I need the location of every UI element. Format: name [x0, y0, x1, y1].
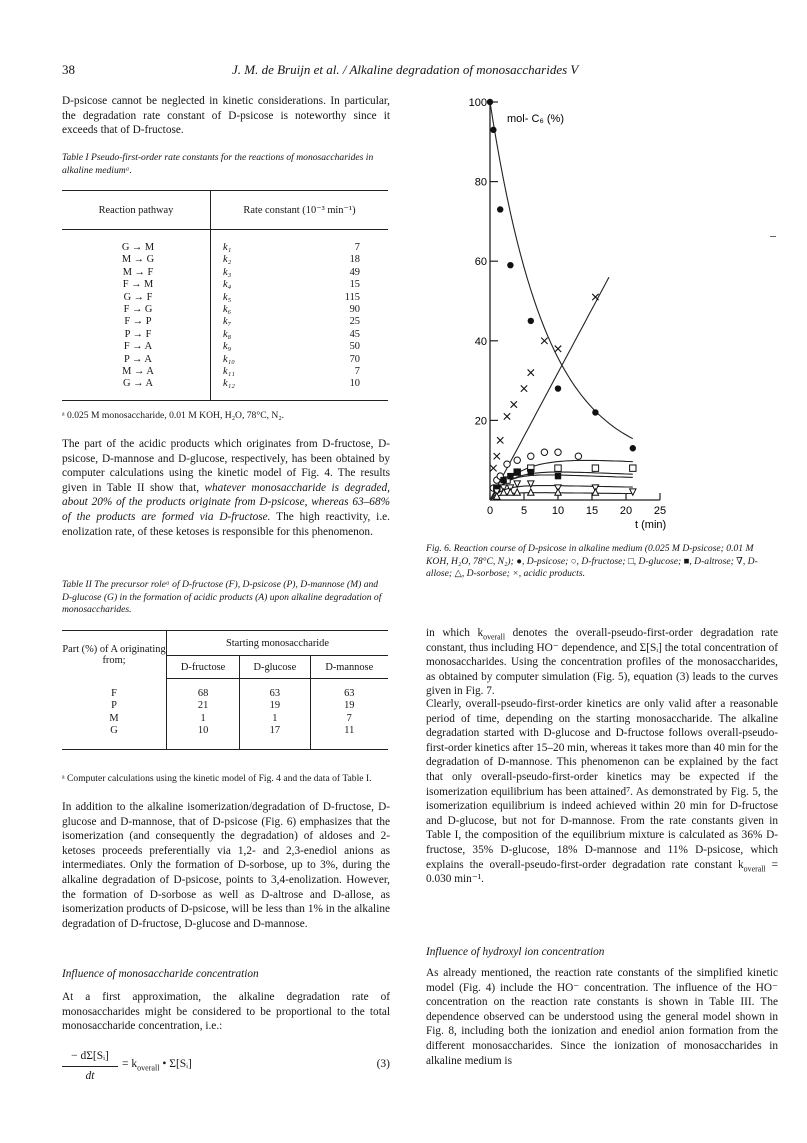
table2-row-label: M: [109, 712, 119, 724]
d-altrose-point: [528, 469, 534, 475]
d-psicose-point: [487, 99, 493, 105]
para2-text: The part of the acidic products which originates from D-fructose, D-psicose, D-mannose and D-glucose, respectively, has been obtained by computer calculations using the kinetic model of Fig. 4. The results given in Table II show that,: [62, 438, 390, 494]
table1-constant: k₄: [211, 279, 262, 291]
table1-row: [62, 341, 388, 353]
table2-row-label: F: [111, 687, 117, 699]
eq-rhs: = $k_{overall}$ • Σ[Sᵢ]: [122, 1058, 192, 1073]
d-altrose-point: [514, 469, 520, 475]
table2-cell: 10: [167, 725, 240, 749]
d-altrose-point: [555, 473, 561, 479]
para3-block: [62, 800, 390, 931]
table1-pathway: F → A: [123, 341, 153, 353]
d-sorbose-point: [592, 489, 598, 495]
table1-pathway: P → A: [124, 353, 152, 365]
table2-cell: 63: [310, 679, 388, 701]
table2-cell: 7: [310, 713, 388, 725]
table1-value: 15: [349, 279, 360, 291]
table1-constant: k₁₁: [211, 366, 262, 378]
table1-row: [62, 366, 388, 378]
table1-constant: k₆: [211, 304, 262, 316]
equation-3: [62, 1050, 390, 1092]
y-tick-label: 60: [474, 256, 487, 269]
table2-cell: 21: [167, 700, 240, 712]
table1-pathway: M → G: [121, 254, 155, 266]
para4-block: [62, 990, 390, 1034]
d-fructose-point: [541, 449, 547, 455]
table1-footnote: ᵃ 0.025 M monosaccharide, 0.01 M KOH, H₂O, 78°C, N₂.: [62, 410, 285, 421]
table2-subheader: D-fructose: [167, 656, 240, 679]
table2-cell: 68: [167, 679, 240, 701]
figure-6: [455, 92, 785, 532]
d-glucose-point: [555, 465, 561, 471]
table2-caption: Table II The precursor roleᵃ of D-fructose (F), D-psicose (P), D-mannose (M) and D-glucose (G) in the formation of acidic products (A) upon alkaline degradation of monosaccharides.: [62, 579, 382, 616]
table1: [62, 190, 388, 401]
table1-value: 50: [349, 341, 360, 353]
d-sorbose-point: [514, 489, 520, 495]
table1-row: [62, 267, 388, 279]
table1-value: 45: [349, 328, 360, 340]
left-column: [62, 94, 390, 138]
d-psicose-point: [592, 409, 598, 415]
table2: [62, 630, 388, 750]
d-fructose-point: [555, 449, 561, 455]
eq-numerator: − dΣ[Sᵢ]: [71, 1050, 109, 1062]
fig6-chart: [455, 92, 785, 532]
table1-constant: k₉: [211, 341, 262, 353]
eq-fraction-bar: [62, 1066, 118, 1067]
table1-value: 70: [349, 353, 360, 365]
table1-value: 7: [354, 242, 360, 253]
d-altrose-point: [500, 477, 506, 483]
y-tick-label: 80: [474, 176, 487, 189]
d-fructose-point: [514, 457, 520, 463]
table1-constant: k₂: [211, 254, 262, 266]
d-psicose-point: [490, 127, 496, 133]
psicose-curve: [490, 102, 633, 439]
table2-cell: 63: [240, 679, 310, 701]
x-tick-label: 0: [486, 505, 494, 517]
intro-paragraph: D-psicose cannot be neglected in kinetic considerations. In particular, the degradation rate constant of D-psicose is noteworthy since it exceeds that of D-fructose.: [62, 95, 390, 137]
table1-pathway: F → M: [122, 279, 154, 291]
para4-text: At a first approximation, the alkaline degradation rate of monosaccharides might be considered to be proportional to the total monosaccharide concentration, i.e.:: [62, 991, 390, 1033]
section1-heading: Influence of monosaccharide concentration: [62, 968, 259, 980]
running-title: J. M. de Bruijn et al. / Alkaline degradation of monosaccharides V: [232, 62, 579, 77]
right-para2: Clearly, overall-pseudo-first-order kinetics are only valid after a reasonable period of time, depending on the starting monosaccharide. The alkaline degradation started with D-glucose and D-fructose follows overall-pseudo-first-order kinetics after 15–20 min, whereas it takes more than 40 min for the degradation of D-mannose. This phenomenon can be explained by the fact that only overall-pseudo-first-order kinetics may be expected if the isomerization equilibrium has been attained⁷. As demonstrated by Fig. 5, the isomerization equilibrium is indeed achieved within 20 min for D-fructose and D-glucose, but not for D-mannose. From the rate constants given in Table I, the composition of the equilibrium mixture is calculated as 36% D-fructose, 35% D-glucose, 18% D-mannose and 11% D-psicose, which explains the overall-pseudo-first-order degradation rate constant $k_{overall} = 0.030$ min⁻¹.: [426, 698, 778, 886]
table2-row-label: P: [111, 700, 117, 712]
table1-row: [62, 354, 388, 366]
table2-row: [62, 713, 388, 725]
table1-constant: k₈: [211, 329, 262, 341]
table1-pathway: P → F: [124, 328, 152, 340]
d-sorbose-point: [528, 489, 534, 495]
table1-row: [62, 279, 388, 291]
table1-constant: k₇: [211, 316, 262, 328]
table1-row: [62, 254, 388, 266]
table1-value: 49: [349, 266, 360, 278]
d-allose-point: [630, 489, 636, 495]
x-tick-label: 20: [619, 505, 633, 517]
table1-value: 7: [354, 366, 360, 378]
table1-constant: k₃: [211, 267, 262, 279]
table2-cell: 19: [240, 700, 310, 712]
table1-constant: k₁: [211, 230, 262, 255]
y-tick-label: 100: [468, 97, 487, 109]
table1-value: 90: [349, 304, 360, 316]
table1-pathway: G → M: [121, 242, 155, 253]
para2-italic: whatever monosaccharide is degraded, about 20% of the products originate from D-psicose, whereas 63–68% of the products are formed via D-fructose.: [62, 481, 390, 523]
d-psicose-point: [507, 262, 513, 268]
table1-row: [62, 378, 388, 400]
table1-pathway: M → F: [122, 266, 154, 278]
table2-cell: 19: [310, 700, 388, 712]
table1-pathway: F → G: [123, 304, 153, 316]
d-altrose-point: [507, 473, 513, 479]
table1-pathway: M → A: [122, 366, 154, 378]
table2-cell: 11: [310, 725, 388, 749]
table2-row: [62, 700, 388, 712]
table2-cell: 1: [167, 713, 240, 725]
table1-header-pathway: Reaction pathway: [62, 191, 211, 230]
table2-footnote: ᵃ Computer calculations using the kinetic model of Fig. 4 and the data of Table I.: [62, 773, 372, 784]
table1-value: 10: [349, 378, 360, 390]
table2-row-label: G: [110, 725, 118, 737]
table1-constant: k₁₂: [211, 378, 262, 400]
figure-6-caption: Fig. 6. Reaction course of D-psicose in alkaline medium (0.025 M D-psicose; 0.01 M KOH, H₂O, 78°C, N₂); ●, D-psicose; ○, D-fructose; □, D-glucose; ■, D-altrose; ∇, D-allose; △, D-sorbose; ×, acidic products.: [426, 543, 758, 580]
page-number: 38: [62, 62, 75, 77]
d-psicose-point: [497, 206, 503, 212]
table2-row: [62, 725, 388, 749]
y-tick-label: 20: [474, 415, 487, 428]
table2-row: [62, 679, 388, 701]
para3-text: In addition to the alkaline isomerization/degradation of D-fructose, D-glucose and D-mannose, that of D-psicose (Fig. 6) emphasizes that the isomerization (and consequently the degradation) of aldoses and 2-ketoses proceeds preferentially via 1,2- and 2,3-enediol anions as intermediates. Only the formation of D-sorbose, up to 3%, during the alkaline degradation of D-psicose, points to 3,4-enolization. However, the formation of D-sorbose as well as D-altrose and D-allose, as isomerization products of D-psicose, will be less than 1% in the alkaline degradation of D-fructose, D-glucose and D-mannose.: [62, 801, 390, 930]
para2-block: [62, 437, 390, 539]
x-tick-label: 15: [585, 505, 599, 517]
table1-pathway: G → F: [123, 291, 153, 303]
table1-row: [62, 316, 388, 328]
table2-subheader: D-glucose: [240, 656, 310, 679]
d-glucose-point: [630, 465, 636, 471]
table1-value: 25: [349, 316, 360, 328]
d-fructose-point: [575, 453, 581, 459]
table1-value: 115: [344, 291, 360, 303]
d-sorbose-point: [507, 489, 513, 495]
eq-denominator: dt: [85, 1070, 95, 1082]
table1-caption: Table I Pseudo-first-order rate constants for the reactions of monosaccharides in alkaline mediumᵃ.: [62, 152, 374, 176]
y-axis-label: mol- C₆ (%): [507, 113, 564, 125]
table1-constant: k₅: [211, 292, 262, 304]
d-psicose-point: [528, 318, 534, 324]
table2-cell: 17: [240, 725, 310, 749]
table2-cell: 1: [240, 713, 310, 725]
table1-row: [62, 230, 388, 255]
table2-header-starting: Starting monosaccharide: [167, 631, 389, 656]
table1-value: 18: [349, 254, 360, 266]
table1-constant: k₁₀: [211, 354, 262, 366]
table1-pathway: F → P: [124, 316, 152, 328]
x-tick-label: 10: [551, 505, 565, 517]
table2-subheader: D-mannose: [310, 656, 388, 679]
right-para3: As already mentioned, the reaction rate constants of the simplified kinetic model (Fig. 4) include the HO⁻ concentration. The influence of the HO⁻ concentration on the reaction rate constants is shown in Table III. The dependence observed can be understood using the general model shown in Fig. 8, including both the ionization and enediol anion formation from the different monosaccharides. Since the ionization of monosaccharides in alkaline medium is: [426, 967, 778, 1067]
x-axis-label: t (min): [635, 519, 667, 531]
d-psicose-point: [555, 385, 561, 391]
table2-header-part: Part (%) of A originating from;: [62, 643, 166, 666]
table1-pathway: G → A: [122, 378, 154, 390]
d-glucose-point: [592, 465, 598, 471]
x-tick-label: 5: [520, 505, 528, 517]
table1-row: [62, 292, 388, 304]
y-tick-label: 40: [474, 335, 487, 348]
x-tick-label: 25: [653, 505, 667, 517]
table1-row: [62, 329, 388, 341]
d-psicose-point: [630, 445, 636, 451]
d-fructose-point: [528, 453, 534, 459]
d-fructose-point: [504, 461, 510, 467]
section2-heading: Influence of hydroxyl ion concentration: [426, 946, 605, 958]
table1-row: [62, 304, 388, 316]
d-sorbose-point: [555, 489, 561, 495]
table1-header-rate: Rate constant (10⁻³ min⁻¹): [211, 191, 389, 230]
right-para1: in which $k_{overall}$ denotes the overall-pseudo-first-order degradation rate constant, thus including HO⁻ dependence, and Σ[Sᵢ] the total concentration of monosaccharides. Using the concentration profiles of the monosaccharides, as obtained by computer simulation (Fig. 5), equation (3) leads to the curves given in Fig. 7.: [426, 627, 778, 698]
eq-number: (3): [376, 1058, 390, 1070]
para2-tail: The high reactivity, i.e. enolization rate, of these ketoses is responsible for this phenomenon.: [62, 510, 390, 538]
